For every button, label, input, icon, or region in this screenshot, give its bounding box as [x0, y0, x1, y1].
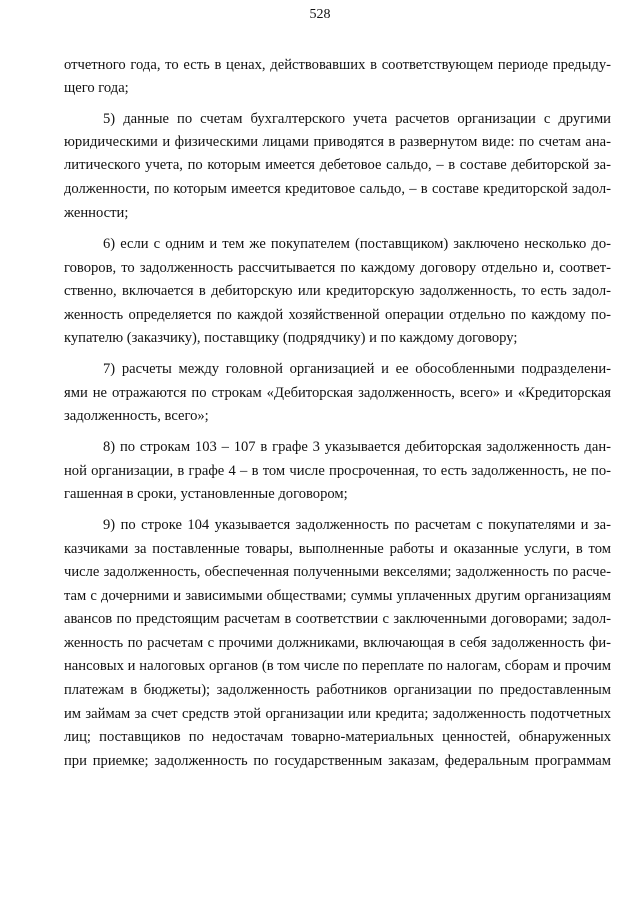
text-line: женности; — [64, 205, 129, 221]
text-line: женность по расчетам с прочими должниками, включающая в себя задолженность фи- — [64, 635, 611, 651]
text-line: купателю (заказчику), поставщику (подрядчику) и по каждому договору; — [64, 330, 518, 346]
text-line: щего года; — [64, 80, 129, 96]
text-line: платежам в бюджеты); задолженность работников организации по предоставленным — [64, 682, 611, 698]
text-line: литического учета, по которым имеется дебетовое сальдо, – в составе дебиторской за- — [64, 157, 611, 173]
paragraph-7-line: 7) расчеты между головной организацией и ее обособленными подразделени- — [103, 361, 611, 377]
text-line: авансов по предстоящим расчетам в соответствии с заключенными договорами; задол- — [64, 611, 611, 627]
text-line: ной организации, в графе 4 – в том числе просроченная, то есть задолженность, не по- — [64, 463, 611, 479]
text-line: женность определяется по каждой хозяйственной операции отдельно по каждому по- — [64, 307, 611, 323]
paragraph-8-line: 8) по строкам 103 – 107 в графе 3 указывается дебиторская задолженность дан- — [103, 439, 611, 455]
text-line: ственно, включается в дебиторскую или кредиторскую задолженность, то есть задол- — [64, 283, 611, 299]
text-line: числе задолженность, обеспеченная полученными векселями; задолженность по расче- — [64, 564, 611, 580]
text-line: им займам за счет средств этой организации или кредита; задолженность подотчетных — [64, 706, 611, 722]
text-line: отчетного года, то есть в ценах, действовавших в соответствующем периоде предыду- — [64, 57, 611, 73]
paragraph-5-line: 5) данные по счетам бухгалтерского учета расчетов организации с другими — [103, 111, 611, 127]
text-line: ями не отражаются по строкам «Дебиторская задолженность, всего» и «Кредиторская — [64, 385, 611, 401]
paragraph-9-line: 9) по строке 104 указывается задолженность по расчетам с покупателями и за- — [103, 517, 611, 533]
text-line: там с дочерними и зависимыми обществами; суммы уплаченных другим организациям — [64, 588, 611, 604]
text-line: юридическими и физическими лицами приводятся в развернутом виде: по счетам ана- — [64, 134, 611, 150]
paragraph-6-line: 6) если с одним и тем же покупателем (поставщиком) заключено несколько до- — [103, 236, 611, 252]
page-number: 528 — [309, 7, 331, 22]
text-line: гашенная в сроки, установленные договором; — [64, 486, 348, 502]
text-line: нансовых и налоговых органов (в том числе по переплате по налогам, сборам и прочим — [64, 658, 611, 674]
text-line: лиц; поставщиков по недостачам товарно-материальных ценностей, обнаруженных — [64, 729, 611, 745]
text-line: долженности, по которым имеется кредитовое сальдо, – в составе кредиторской задол- — [64, 181, 611, 197]
text-line: задолженность, всего»; — [64, 408, 209, 424]
text-line: при приемке; задолженность по государственным заказам, федеральным программам — [64, 753, 611, 769]
text-line: казчиками за поставленные товары, выполненные работы и оказанные услуги, в том — [64, 541, 611, 557]
text-line: говоров, то задолженность рассчитывается по каждому договору отдельно и, соответ- — [64, 260, 611, 276]
